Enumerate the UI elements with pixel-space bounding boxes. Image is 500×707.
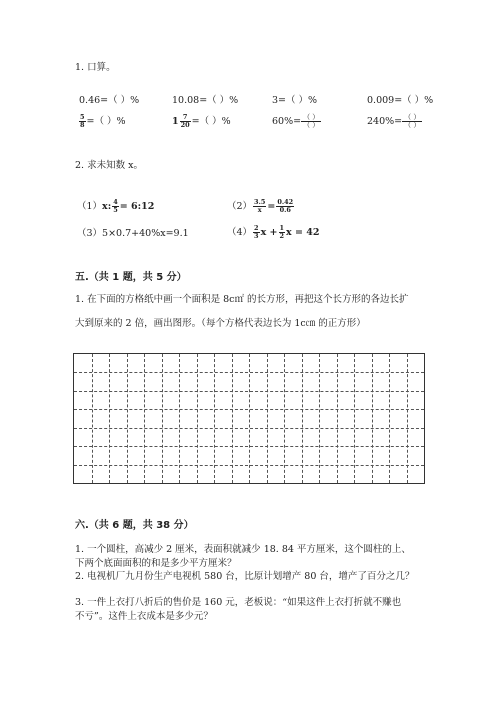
oral-item-4: 0.009=（ ）%: [367, 95, 434, 106]
section1-title: 1. 口算。: [75, 62, 116, 73]
equation-2: （2） $\frac{3.5}{x}$ = $\frac{0.42}{0.6}$: [227, 198, 294, 214]
grid-line: [302, 354, 303, 483]
oral-item-7: 60%= （ ） （ ）: [272, 113, 320, 129]
fraction: $\frac{0.42}{0.6}$: [277, 198, 294, 214]
grid-paper[interactable]: [73, 353, 425, 484]
grid-line: [127, 354, 128, 483]
fraction-blank: （ ） （ ）: [404, 113, 421, 129]
fraction: $\frac{2}{3}$: [254, 224, 259, 240]
question-6-3-line1: 3. 一件上衣打八折后的售价是 160 元，老板说：“如果这件上衣打折就不赚也: [75, 597, 402, 608]
oral-item-3: 3=（ ）%: [272, 95, 318, 106]
equation-1: （1）x: $\frac{4}{5}$ = 6:12: [77, 198, 155, 214]
grid-line: [389, 354, 390, 483]
grid-line: [407, 354, 408, 483]
oral-item-8: 240%= （ ） （ ）: [367, 113, 421, 129]
grid-line: [109, 354, 110, 483]
oral-item-1: 0.46=（ ）%: [79, 95, 140, 106]
grid-line: [354, 354, 355, 483]
grid-line: [337, 354, 338, 483]
question-6-1-line2: 下两个底面面积的和是多少平方厘米？: [75, 558, 237, 569]
oral-item-2: 10.08=（ ）%: [172, 95, 239, 106]
fraction: $\frac{7}{20}$: [180, 113, 190, 129]
grid-line: [214, 354, 215, 483]
grid-line: [162, 354, 163, 483]
question-6-3-line2: 不亏”。这件上衣成本是多少元？: [75, 611, 213, 622]
grid-line: [267, 354, 268, 483]
fraction-blank: （ ） （ ）: [303, 113, 320, 129]
question-6-2: 2. 电视机厂九月份生产电视机 580 台，比原计划增产 80 台，增产了百分之几？: [75, 571, 415, 582]
fraction: $\frac{5}{8}$: [80, 113, 85, 129]
section2-title: 2. 求未知数 x。: [75, 160, 143, 171]
grid-line: [197, 354, 198, 483]
question-5-1-line2: 大到原来的 2 倍，画出图形。（每个方格代表边长为 1c㎝ 的正方形）: [75, 318, 366, 329]
grid-line: [232, 354, 233, 483]
fraction: $\frac{4}{5}$: [113, 198, 118, 214]
grid-line: [92, 354, 93, 483]
question-5-1-line1: 1. 在下面的方格纸中画一个面积是 8c㎡ 的长方形，再把这个长方形的各边长扩: [75, 294, 409, 305]
grid-line: [144, 354, 145, 483]
grid-line: [319, 354, 320, 483]
grid-line: [284, 354, 285, 483]
oral-item-6: 1 $\frac{7}{20}$ =（ ）%: [172, 113, 231, 129]
section6-header: 六.（共 6 题，共 38 分）: [75, 520, 194, 531]
question-6-1-line1: 1. 一个圆柱，高减少 2 厘米，表面积就减少 18. 84 平方厘米，这个圆柱的上、: [75, 544, 411, 555]
fraction: $\frac{3.5}{x}$: [254, 198, 266, 214]
oral-item-5: $\frac{5}{8}$ =（ ）%: [80, 113, 126, 129]
grid-line: [372, 354, 373, 483]
equation-3: （3）5×0.7+40%x=9.1: [77, 228, 189, 239]
equation-4: （4） $\frac{2}{3}$ x + $\frac{1}{2}$ x = 42: [227, 224, 320, 240]
grid-line: [179, 354, 180, 483]
section5-header: 五.（共 1 题，共 5 分）: [75, 272, 187, 283]
fraction: $\frac{1}{2}$: [279, 224, 285, 240]
grid-line: [249, 354, 250, 483]
